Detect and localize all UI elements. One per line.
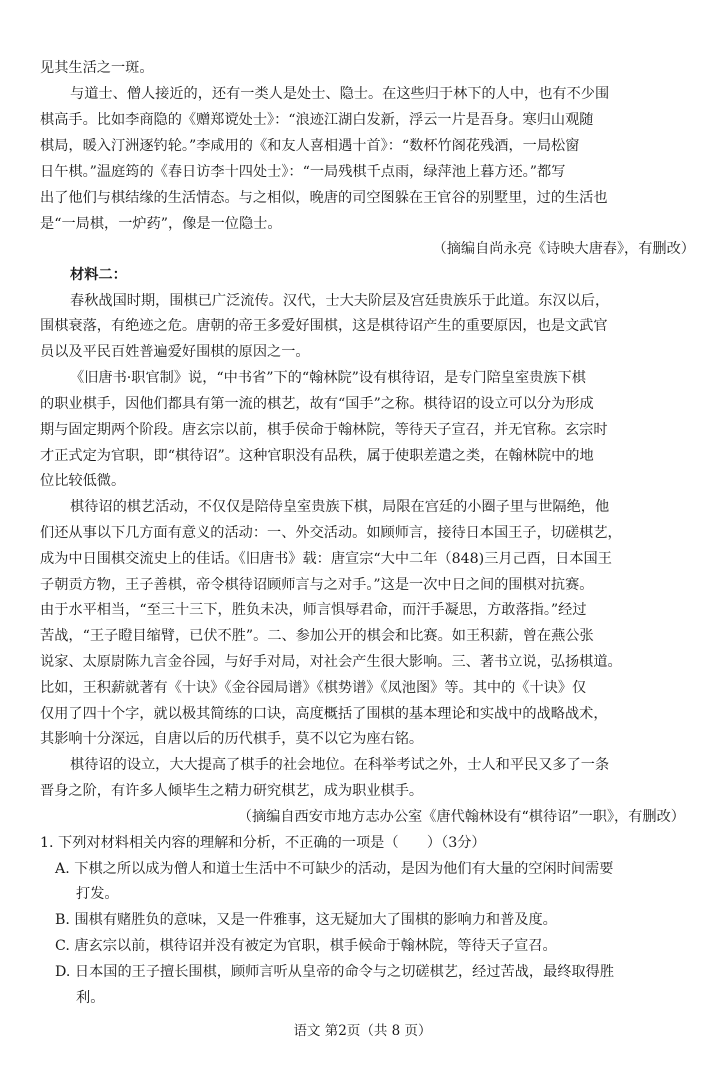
text-line: 期与固定期两个阶段。唐玄宗以前，棋手侯命于翰林院，等待天子宣召，并无官称。玄宗时 (40, 422, 608, 438)
text-line: 仅用了四十个字，就以极其简练的口诀，高度概括了围棋的基本理论和实战中的战略战术， (40, 706, 608, 722)
text-line: 棋待诏的棋艺活动，不仅仅是陪侍皇室贵族下棋，局限在宫廷的小圈子里与世隔绝，他 (70, 499, 610, 515)
option-b: B. 围棋有赌胜负的意味，又是一件雅事，这无疑加大了围棋的影响力和普及度。 (55, 912, 557, 928)
text-line: 棋待诏的设立，大大提高了棋手的社会地位。在科举考试之外，士人和平民又多了一条 (70, 757, 610, 773)
text-line: 们还从事以下几方面有意义的活动：一、外交活动。如顾师言，接待日本国王子，切磋棋艺， (40, 525, 622, 541)
text-line: 的职业棋手，因他们都具有第一流的棋艺，故有“国手”之称。棋待诏的设立可以分为形成 (40, 396, 594, 412)
text-line: 才正式定为官职，即“棋待诏”。这种官职没有品秩，属于使职差遣之类，在翰林院中的地 (40, 448, 594, 464)
option-a: A. 下棋之所以成为僧人和道士生活中不可缺少的活动，是因为他们有大量的空闲时间需要 (55, 861, 614, 877)
text-line: 日午棋。”温庭筠的《春日访李十四处士》：“一局残棋千点雨，绿萍池上暮方还。”都写 (40, 164, 566, 180)
text-line: 棋高手。比如李商隐的《赠郑谠处士》：“浪迹江湖白发新，浮云一片是吾身。寒归山观随 (40, 112, 594, 128)
text-line: 晋身之阶，有许多人倾毕生之精力研究棋艺，成为职业棋手。 (40, 783, 424, 799)
page-footer: 语文 第2页（共 8 页） (293, 1023, 432, 1039)
option-a-continued: 打发。 (76, 886, 119, 902)
text-line: 出了他们与棋结缘的生活情态。与之相似，晚唐的司空图躲在王官谷的别墅里，过的生活也 (40, 190, 608, 206)
text-line: 位比较低微。 (40, 473, 126, 489)
source-citation-2: （摘编自西安市地方志办公室《唐代翰林设有“棋待诏”一职》，有删改） (237, 809, 685, 825)
text-line: 苦战，“王子瞪目缩臂，已伏不胜”。二、参加公开的棋会和比赛。如王积薪，曾在燕公张 (40, 628, 594, 644)
text-line: 围棋衰落，有绝迹之危。唐朝的帝王多爱好围棋，这是棋待诏产生的重要原因，也是文武官 (40, 318, 608, 334)
option-d: D. 日本国的王子擅长围棋，顾师言听从皇帝的命令与之切磋棋艺，经过苦战，最终取得胜 (55, 964, 615, 980)
text-line: 《旧唐书·职官制》说，“中书省”下的“翰林院”设有棋待诏，是专门陪皇室贵族下棋 (70, 370, 586, 386)
text-line: 成为中日围棋交流史上的佳话。《旧唐书》载：唐宣宗“大中二年（848)三月己酉，日本国王 (40, 551, 612, 567)
text-line: 子朝贡方物，王子善棋，帝令棋待诏顾师言与之对手。”这是一次中日之间的围棋对抗赛。 (40, 577, 594, 593)
text-line: 其影响十分深远，自唐以后的历代棋手，莫不以它为座右铭。 (40, 731, 424, 747)
material-2-heading: 材料二： (70, 267, 127, 283)
text-line: 员以及平民百姓普遍爱好围棋的原因之一。 (40, 344, 310, 360)
text-line: 比如，王积薪就著有《十诀》《金谷园局谱》《棋势谱》《凤池图》等。其中的《十诀》仅 (40, 680, 587, 696)
text-line: 由于水平相当，“至三十三下，胜负未决，师言惧辱君命，而汗手凝思，方敢落指。”经过 (40, 602, 587, 618)
option-c: C. 唐玄宗以前，棋待诏并没有被定为官职，棋手候命于翰林院，等待天子宣召。 (55, 938, 557, 954)
text-line: 说家、太原尉陈九言金谷园，与好手对局，对社会产生很大影响。三、著书立说，弘扬棋道。 (40, 654, 622, 670)
text-line: 棋局，暖入汀洲逐钓轮。”李咸用的《和友人喜相遇十首》：“数杯竹阁花残酒，一局松窗 (40, 138, 580, 154)
text-line: 春秋战国时期，围棋已广泛流传。汉代，士大夫阶层及宫廷贵族乐于此道。东汉以后， (70, 293, 610, 309)
text-line: 与道士、僧人接近的，还有一类人是处士、隐士。在这些归于林下的人中，也有不少围 (70, 86, 610, 102)
question-stem: 1. 下列对材料相关内容的理解和分析，不正确的一项是（ ）（3分） (40, 835, 486, 851)
text-line: 是“一局棋，一炉药”，像是一位隐士。 (40, 216, 282, 232)
option-d-continued: 利。 (76, 990, 105, 1006)
intro-tail-line: 见其生活之一斑。 (40, 60, 154, 76)
source-citation-1: （摘编自尚永亮《诗映大唐春》，有删改） (432, 241, 695, 257)
